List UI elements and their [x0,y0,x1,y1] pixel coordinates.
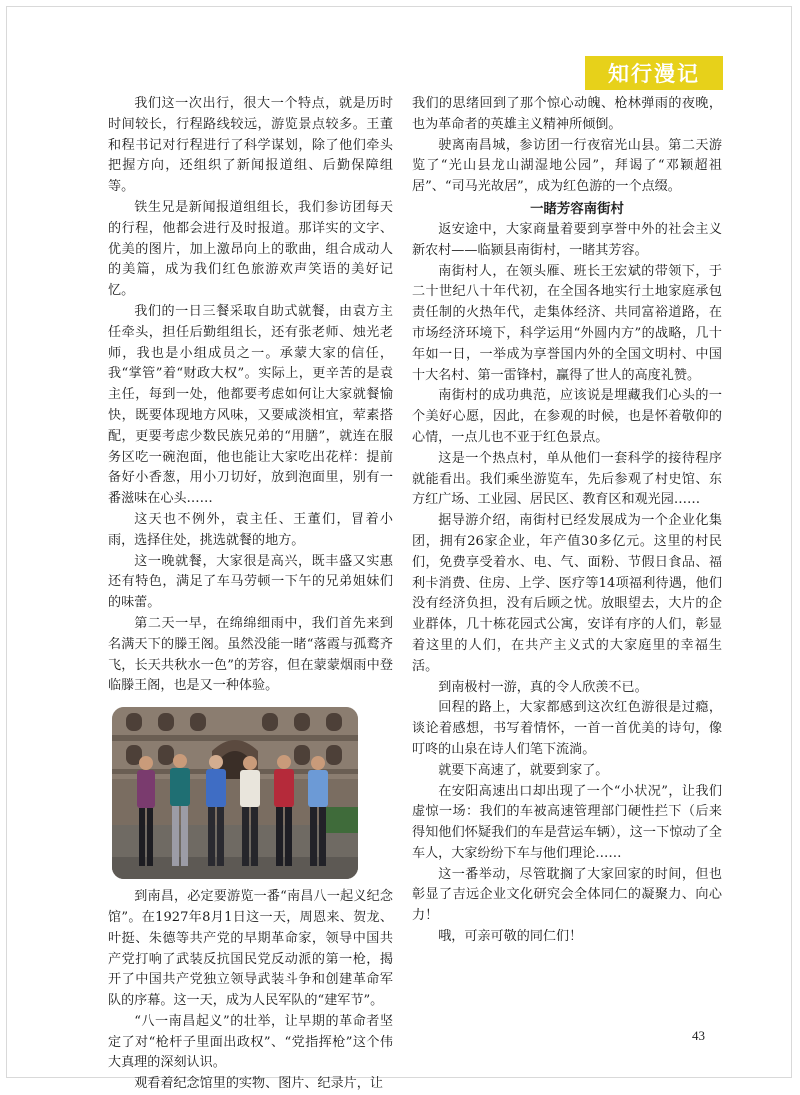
paragraph: 我们这一次出行，很大一个特点，就是历时时间较长，行程路线较远，游览景点较多。王董和程书记对行程进行了科学谋划，除了他们牵头把握方向，还组织了新闻报道组、后勤保障组等。 [108,96,393,195]
section-heading: 一睹芳容南街村 [530,200,624,217]
paragraph: 观看着纪念馆里的实物、图片、纪录片，让 [134,1076,383,1092]
paragraph: 这一晚就餐，大家很是高兴，既丰盛又实惠还有特色，满足了车马劳顿一下午的兄弟姐妹们的味蕾。 [108,553,393,611]
paragraph: 南街村的成功典范，应该说是埋藏我们心头的一个美好心愿，因此，在参观的时候，也是怀着敬仰的心情，一点儿也不亚于红色景点。 [412,388,722,445]
paragraph: 回程的路上，大家都感到这次红色游很是过瘾，谈论着感想，书写着情怀，一首一首优美的诗句，像叮咚的山泉在诗人们笔下流淌。 [412,700,722,757]
paragraph: 这天也不例外，袁主任、王董们，冒着小雨，选择住处，挑选就餐的地方。 [108,511,393,548]
left-column [108,94,393,1095]
paragraph: 这是一个热点村，单从他们一套科学的接待程序就能看出。我们乘坐游览车，先后参观了村史馆、东方红广场、工业园、居民区、教育区和观光园…… [412,450,722,508]
paragraph: 驶离南昌城，参访团一行夜宿光山县。第二天游览了“光山县龙山湖湿地公园”，拜谒了“邓颖超祖居”、“司马光故居”，成为红色游的一个点缀。 [412,137,722,195]
paragraph: 南街村人，在领头雁、班长王宏斌的带领下，于二十世纪八十年代初，在全国各地实行土地家庭承包责任制的火热年代，走集体经济、共同富裕道路，在市场经济环境下，科学运用“外圆内方”的战略，几十年如一日，一举成为享誉国内外的全国文明村、中国十大名村、第一雷锋村，赢得了世人的高度礼赞。 [412,263,722,383]
group-photo [112,707,358,879]
section-tag: 知行漫记 [585,56,723,90]
paragraph: 就要下高速了，就要到家了。 [438,762,609,778]
paragraph: 到南极村一游，真的令人欣羡不已。 [438,679,648,695]
paragraph: 到南昌，必定要游览一番“南昌八一起义纪念馆”。在1927年8月1日这一天，周恩来、贺龙、叶挺、朱德等共产党的早期革命家，领导中国共产党打响了武装反抗国民党反动派的第一枪，揭开了中国共产党独立领导武装斗争和创建革命军队的序幕。这一天，成为人民军队的“建军节”。 [108,889,393,1009]
right-column [412,94,722,948]
paragraph: “八一南昌起义”的壮举，让早期的革命者坚定了对“枪杆子里面出政权”、“党指挥枪”这个伟大真理的深刻认识。 [108,1013,393,1071]
paragraph: 第二天一早，在绵绵细雨中，我们首先来到名满天下的滕王阁。虽然没能一睹“落霞与孤鹜齐飞，长天共秋水一色”的芳容，但在蒙蒙烟雨中登临滕王阁，也是又一种体验。 [108,615,393,694]
group-photo-illustration [112,707,358,879]
paragraph: 哦，可亲可敬的同仁们！ [438,929,583,945]
paragraph: 据导游介绍，南街村已经发展成为一个企业化集团，拥有26家企业，年产值30多亿元。这里的村民们，免费享受着水、电、气、面粉、节假日食品、福利卡消费、住房、上学、医疗等14项福利待遇，他们没有经济负担，没有后顾之忧。放眼望去，大片的企业群体，几十栋花园式公寓，安详有序的人们，彰显着这里的人们，在共产主义式的大家庭里的幸福生活。 [412,513,722,674]
paragraph: 铁生兄是新闻报道组组长，我们参访团每天的行程，他都会进行及时报道。那详实的文字、优美的图片，加上激昂向上的歌曲，组合成动人的美篇，成为我们红色旅游欢声笑语的美好记忆。 [108,199,393,299]
paragraph: 我们的一日三餐采取自助式就餐，由袁方主任牵头，担任后勤组组长，还有张老师、烛光老师，我也是小组成员之一。承蒙大家的信任，我“掌管”着“财政大权”。实际上，更辛苦的是袁主任，每到一处，他都要考虑如何让大家就餐愉快，既要体现地方风味，又要咸淡相宜，荤素搭配，更要考虑少数民族兄弟的“用膳”，就连在服务区吃一碗泡面，他也能让大家吃出花样：提前备好小香葱，用小刀切好，放到泡面里，别有一番滋味在心头…… [108,303,393,507]
paragraph: 这一番举动，尽管耽搁了大家回家的时间，但也彰显了吉远企业文化研究会全体同仁的凝聚力、向心力！ [412,866,722,924]
paragraph: 返安途中，大家商量着要到享誉中外的社会主义新农村——临颍县南街村，一睹其芳容。 [412,221,722,258]
page-number: 43 [692,1028,705,1043]
paragraph: 在安阳高速出口却出现了一个“小状况”，让我们虚惊一场：我们的车被高速管理部门硬性拦下（后来得知他们怀疑我们的车是营运车辆），这一下惊动了全车人，大家纷纷下车与他们理论…… [412,783,722,861]
paragraph: 我们的思绪回到了那个惊心动魄、枪林弹雨的夜晚，也为革命者的英雄主义精神所倾倒。 [412,96,722,132]
